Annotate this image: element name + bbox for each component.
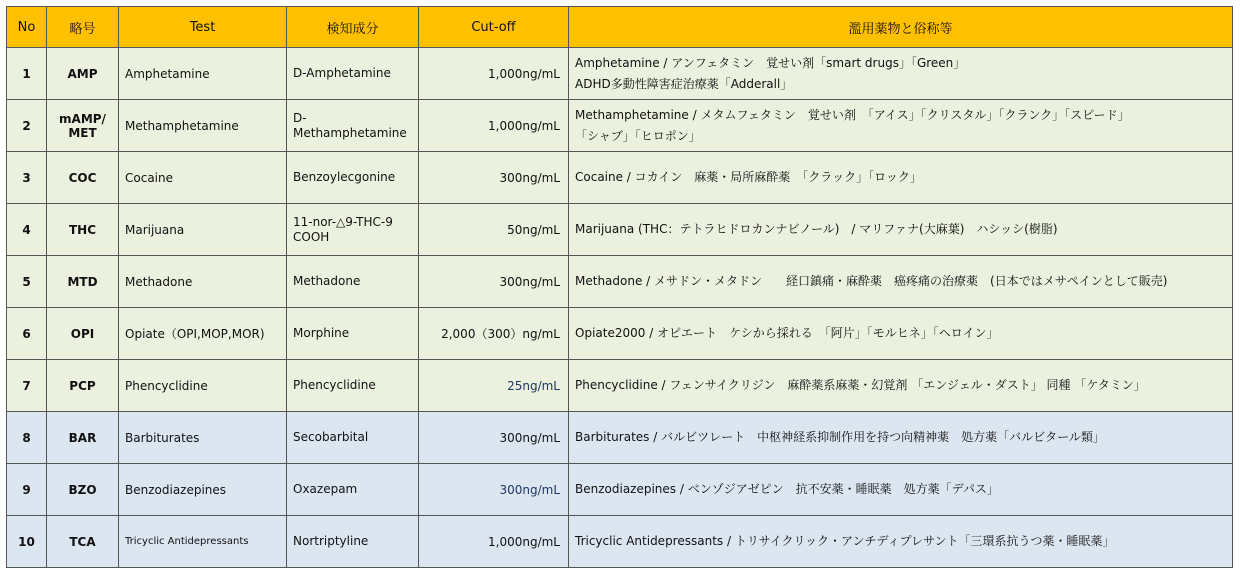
row-no: 1 [7, 48, 47, 100]
row-description [569, 152, 1233, 204]
row-description [569, 412, 1233, 464]
row-test: Barbiturates [119, 412, 287, 464]
row-component: Nortriptyline [287, 516, 419, 568]
row-component: Morphine [287, 308, 419, 360]
row-no: 2 [7, 100, 47, 152]
row-no: 9 [7, 464, 47, 516]
row-cutoff: 1,000ng/mL [419, 48, 569, 100]
row-test: Tricyclic Antidepressants [119, 516, 287, 568]
row-code: MTD [47, 256, 119, 308]
row-test: Benzodiazepines [119, 464, 287, 516]
header-no: No [7, 7, 47, 48]
row-description-line1: Barbiturates / バルビツレート 中枢神経系抑制作用を持つ向精神薬 処方薬「バルビタール類」 [575, 430, 1105, 444]
row-description-line1: Methamphetamine / メタムフェタミン 覚せい剤 「アイス」「クリスタル」「クランク」「スピード」 [575, 107, 1130, 122]
row-description-line1: Tricyclic Antidepressants / トリサイクリック・アンチディプレサント「三環系抗うつ薬・睡眠薬」 [575, 534, 1115, 548]
row-component: D-Amphetamine [287, 48, 419, 100]
row-test: Amphetamine [119, 48, 287, 100]
row-code: AMP [47, 48, 119, 100]
row-description-line2: 「シャブ」「ヒロポン」 [575, 128, 701, 143]
row-component: 11-nor-△9-THC-9 COOH [287, 204, 419, 256]
row-description-line2: ADHD多動性障害症治療薬「Adderall」 [575, 76, 793, 91]
table-row [7, 412, 1233, 464]
row-description-line1: Opiate2000 / オピエート ケシから採れる 「阿片」「モルヒネ」「ヘロイン」 [575, 326, 999, 340]
row-no: 5 [7, 256, 47, 308]
row-cutoff: 300ng/mL [419, 152, 569, 204]
row-component: D-Methamphetamine [287, 100, 419, 152]
table-row [7, 256, 1233, 308]
drug-test-table [6, 6, 1233, 568]
row-description [569, 360, 1233, 412]
table-row [7, 516, 1233, 568]
row-test: Marijuana [119, 204, 287, 256]
row-code: mAMP/ MET [47, 100, 119, 152]
table-row [7, 100, 1233, 152]
row-no: 4 [7, 204, 47, 256]
row-description-line1: Methadone / メサドン・メタドン 経口鎮痛・麻酔薬 癌疼痛の治療薬 (日本ではメサペインとして販売) [575, 274, 1168, 288]
row-description-line1: Phencyclidine / フェンサイクリジン 麻酔薬系麻薬・幻覚剤 「エンジェル・ダスト」 同種 「ケタミン」 [575, 378, 1146, 392]
row-cutoff: 2,000（300）ng/mL [419, 308, 569, 360]
row-test: Phencyclidine [119, 360, 287, 412]
row-description [569, 464, 1233, 516]
row-cutoff: 1,000ng/mL [419, 100, 569, 152]
row-no: 8 [7, 412, 47, 464]
row-code: COC [47, 152, 119, 204]
table-row [7, 48, 1233, 100]
header-component: 検知成分 [287, 7, 419, 48]
row-test: Cocaine [119, 152, 287, 204]
table-row [7, 204, 1233, 256]
header-row [7, 7, 1233, 48]
row-description-line1: Marijuana (THC：テトラヒドロカンナビノール) / マリファナ(大麻葉) ハシッシ(樹脂) [575, 222, 1058, 236]
row-no: 3 [7, 152, 47, 204]
row-description-line1: Benzodiazepines / ベンゾジアゼピン 抗不安薬・睡眠薬 処方薬「デパス」 [575, 482, 999, 496]
row-cutoff: 300ng/mL [419, 464, 569, 516]
table-row [7, 308, 1233, 360]
drug-test-table-wrapper [6, 6, 1233, 568]
row-test: Methadone [119, 256, 287, 308]
row-description [569, 100, 1233, 152]
row-description [569, 204, 1233, 256]
header-test: Test [119, 7, 287, 48]
row-component: Secobarbital [287, 412, 419, 464]
header-code: 略号 [47, 7, 119, 48]
row-code: THC [47, 204, 119, 256]
row-component: Benzoylecgonine [287, 152, 419, 204]
row-code: BZO [47, 464, 119, 516]
row-code: BAR [47, 412, 119, 464]
row-cutoff: 50ng/mL [419, 204, 569, 256]
row-description [569, 516, 1233, 568]
row-cutoff: 300ng/mL [419, 412, 569, 464]
row-no: 7 [7, 360, 47, 412]
row-component: Phencyclidine [287, 360, 419, 412]
row-description-line1: Cocaine / コカイン 麻薬・局所麻酔薬 「クラック」「ロック」 [575, 170, 922, 184]
table-row [7, 360, 1233, 412]
header-cutoff: Cut-off [419, 7, 569, 48]
row-component: Methadone [287, 256, 419, 308]
row-component: Oxazepam [287, 464, 419, 516]
table-row [7, 464, 1233, 516]
row-description [569, 48, 1233, 100]
row-cutoff: 1,000ng/mL [419, 516, 569, 568]
row-cutoff: 25ng/mL [419, 360, 569, 412]
row-description [569, 308, 1233, 360]
row-code: PCP [47, 360, 119, 412]
row-cutoff: 300ng/mL [419, 256, 569, 308]
header-description: 濫用薬物と俗称等 [569, 7, 1233, 48]
row-description [569, 256, 1233, 308]
table-row [7, 152, 1233, 204]
row-no: 10 [7, 516, 47, 568]
row-no: 6 [7, 308, 47, 360]
row-description-line1: Amphetamine / アンフェタミン 覚せい剤「smart drugs」「Green」 [575, 55, 966, 70]
row-code: TCA [47, 516, 119, 568]
row-test: Methamphetamine [119, 100, 287, 152]
row-code: OPI [47, 308, 119, 360]
row-test: Opiate（OPI,MOP,MOR) [119, 308, 287, 360]
